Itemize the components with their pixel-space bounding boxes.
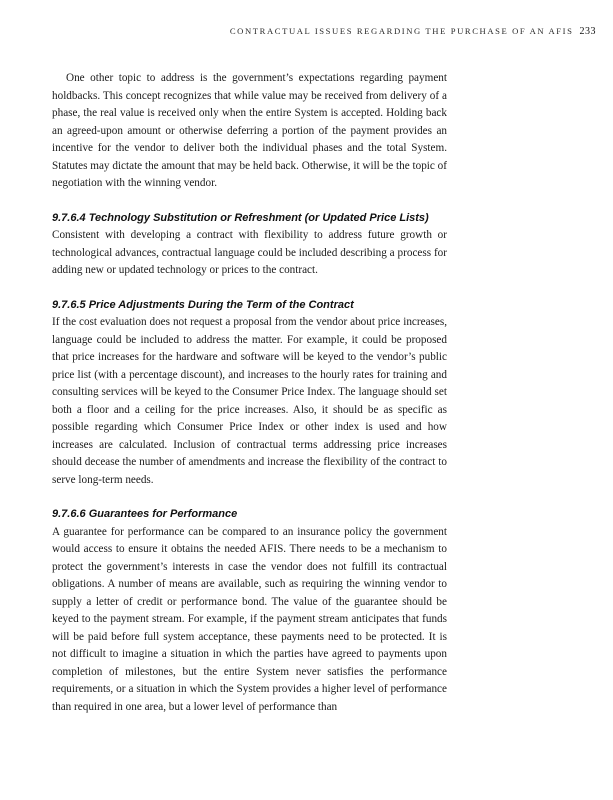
body-text [52,70,447,716]
page-number: 233 [579,26,596,37]
intro-paragraph: One other topic to address is the government’s expectations regarding payment holdbacks. This concept recognizes that while value may be received from delivery of a phase, the real value is received only when the entire System is accepted. Holding back an agreed-upon amount or otherwise deferring a portion of the payment provides an incentive for the vendor to deliver both the individual phases and the total System. Statutes may dictate the amount that may be held back. Otherwise, it will be the topic of negotiation with the winning vendor. [52,72,447,189]
section-paragraph-9-7-6-6: A guarantee for performance can be compared to an insurance policy the government would access to ensure it obtains the needed AFIS. There needs to be a mechanism to protect the government’s interests in case the vendor does not fulfill its contractual obligations. A number of means are available, such as requiring the winning vendor to supply a letter of credit or performance bond. The value of the guarantee should be keyed to the payment stream. For example, if the payment stream anticipates that funds will be paid before full system acceptance, these payments need to be protected. It is not difficult to imagine a situation in which the parties have agreed to payments upon completion of milestones, but the entire System never satisfies the performance requirements, or a situation in which the System provides a higher level of performance than required in one area, but a lower level of performance than [52,525,447,713]
section-paragraph-9-7-6-4: Consistent with developing a contract with flexibility to address future growth or technological advances, contractual language could be included describing a process for adding new or updated technology or prices to the contract. [52,229,447,276]
section-heading-9-7-6-6: 9.7.6.6 Guarantees for Performance [52,508,238,520]
running-title: CONTRACTUAL ISSUES REGARDING THE PURCHASE OF AN AFIS [229,26,574,36]
section-heading-9-7-6-5: 9.7.6.5 Price Adjustments During the Term of the Contract [52,298,354,311]
section-heading-9-7-6-4: 9.7.6.4 Technology Substitution or Refreshment (or Updated Price Lists) [52,211,429,224]
section-paragraph-9-7-6-5: If the cost evaluation does not request a proposal from the vendor about price increases, language could be included to address the matter. For example, it could be proposed that price increases for the hardware and software will be keyed to the vendor’s public price list (with a percentage discount), and increases to the hourly rates for training and consulting services will be keyed to the Consumer Price Index. The language should set both a floor and a ceiling for the price increases. Also, it should be as specific as possible regarding which Consumer Price Index or other index is used and how increases are calculated. Inclusion of contractual terms addressing price increases should decease the number of amendments and increase the flexibility of the contract to serve long-term needs. [52,316,447,486]
running-header [52,26,596,37]
